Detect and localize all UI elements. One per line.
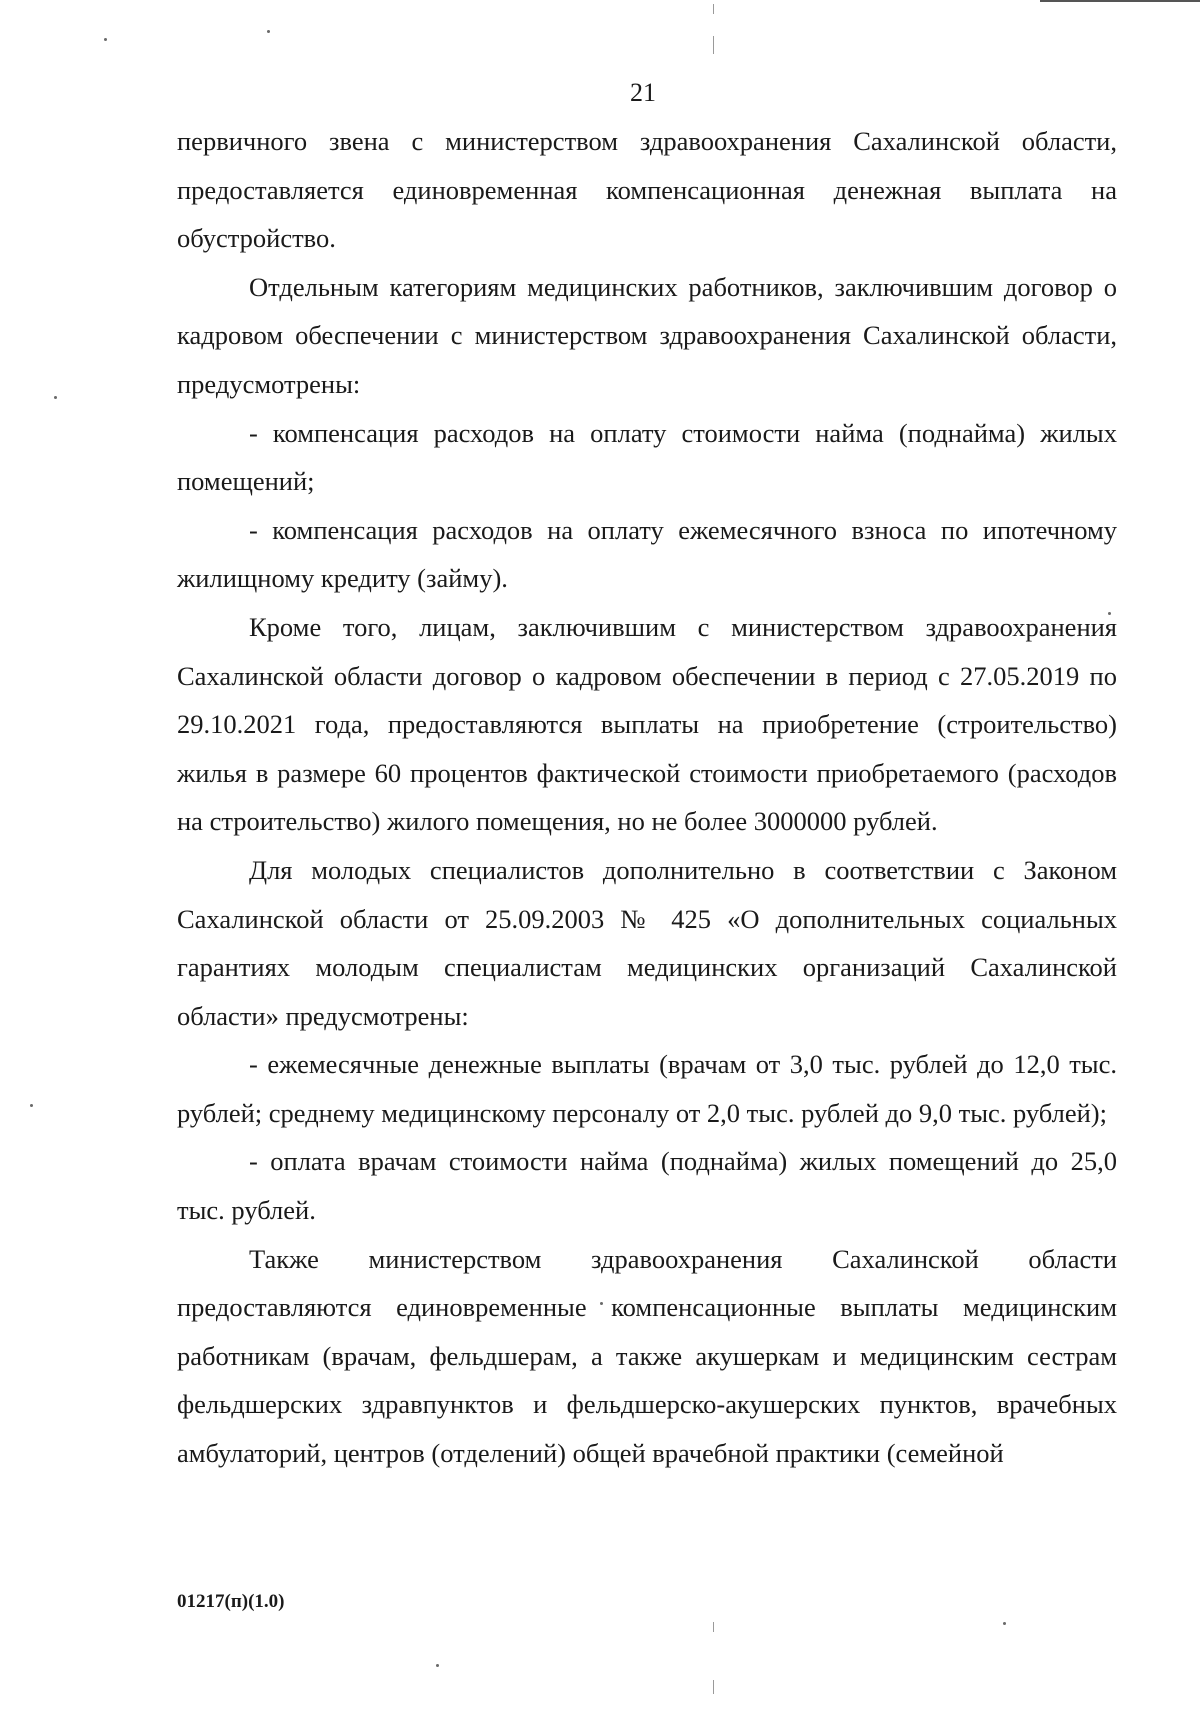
scan-artifact-mark [713,1622,714,1632]
paragraph-young-specialists: Для молодых специалистов дополнительно в соответствии с Законом Сахалинской области от 25.09.2003 № 425 «О дополнительных социальных гарантиях молодым специалистам медицинских организаций Сахалинской области» предусмотрены: [177,854,1117,1031]
scan-artifact-mark [713,1680,714,1694]
paragraph-lump-sum-payments: Также министерством здравоохранения Сахалинской области предоставляются единовременные компенсационные выплаты медицинским работникам (врачам, фельдшерам, а также акушеркам и медицинским сестрам фельдшерских здравпунктов и фельдшерско-акушерских пунктов, врачебных амбулаторий, центров (отделений) общей врачебной практики (семейной [177,1243,1117,1469]
scan-artifact-mark [713,4,714,14]
document-body [177,117,1117,1478]
scan-speck [30,1104,33,1107]
list-item-rent-payment: - оплата врачам стоимости найма (поднайма) жилых помещений до 25,0 тыс. рублей. [177,1146,1117,1226]
list-item-mortgage-compensation: - компенсация расходов на оплату ежемесячного взноса по ипотечному жилищному кредиту (займу). [177,514,1117,594]
paragraph-housing-payments: Кроме того, лицам, заключившим с министерством здравоохранения Сахалинской области договор о кадровом обеспечении в период с 27.05.2019 по 29.10.2021 года, предоставляются выплаты на приобретение (строительство) жилья в размере 60 процентов фактической стоимости приобретаемого (расходов на строительство) жилого помещения, но не более 3000000 рублей. [177,611,1117,837]
scan-speck [1003,1622,1006,1625]
scan-speck [54,396,57,399]
paragraph-categories: Отдельным категориям медицинских работников, заключившим договор о кадровом обеспечении с министерством здравоохранения Сахалинской области, предусмотрены: [177,271,1117,399]
scan-speck [267,30,270,33]
list-item-monthly-payments: - ежемесячные денежные выплаты (врачам от 3,0 тыс. рублей до 12,0 тыс. рублей; среднему медицинскому персоналу от 2,0 тыс. рублей до 9,0 тыс. рублей); [177,1049,1117,1128]
scan-artifact-mark [713,36,714,54]
page-number: 21 [630,78,656,107]
document-code: 01217(п)(1.0) [177,1591,285,1612]
scan-speck [104,38,107,41]
list-item-rent-compensation: - компенсация расходов на оплату стоимости найма (поднайма) жилых помещений; [177,417,1117,497]
paragraph-continuation: первичного звена с министерством здравоохранения Сахалинской области, предоставляется единовременная компенсационная денежная выплата на обустройство. [177,126,1117,254]
scan-speck [436,1664,439,1667]
scan-edge-line [1040,0,1200,2]
